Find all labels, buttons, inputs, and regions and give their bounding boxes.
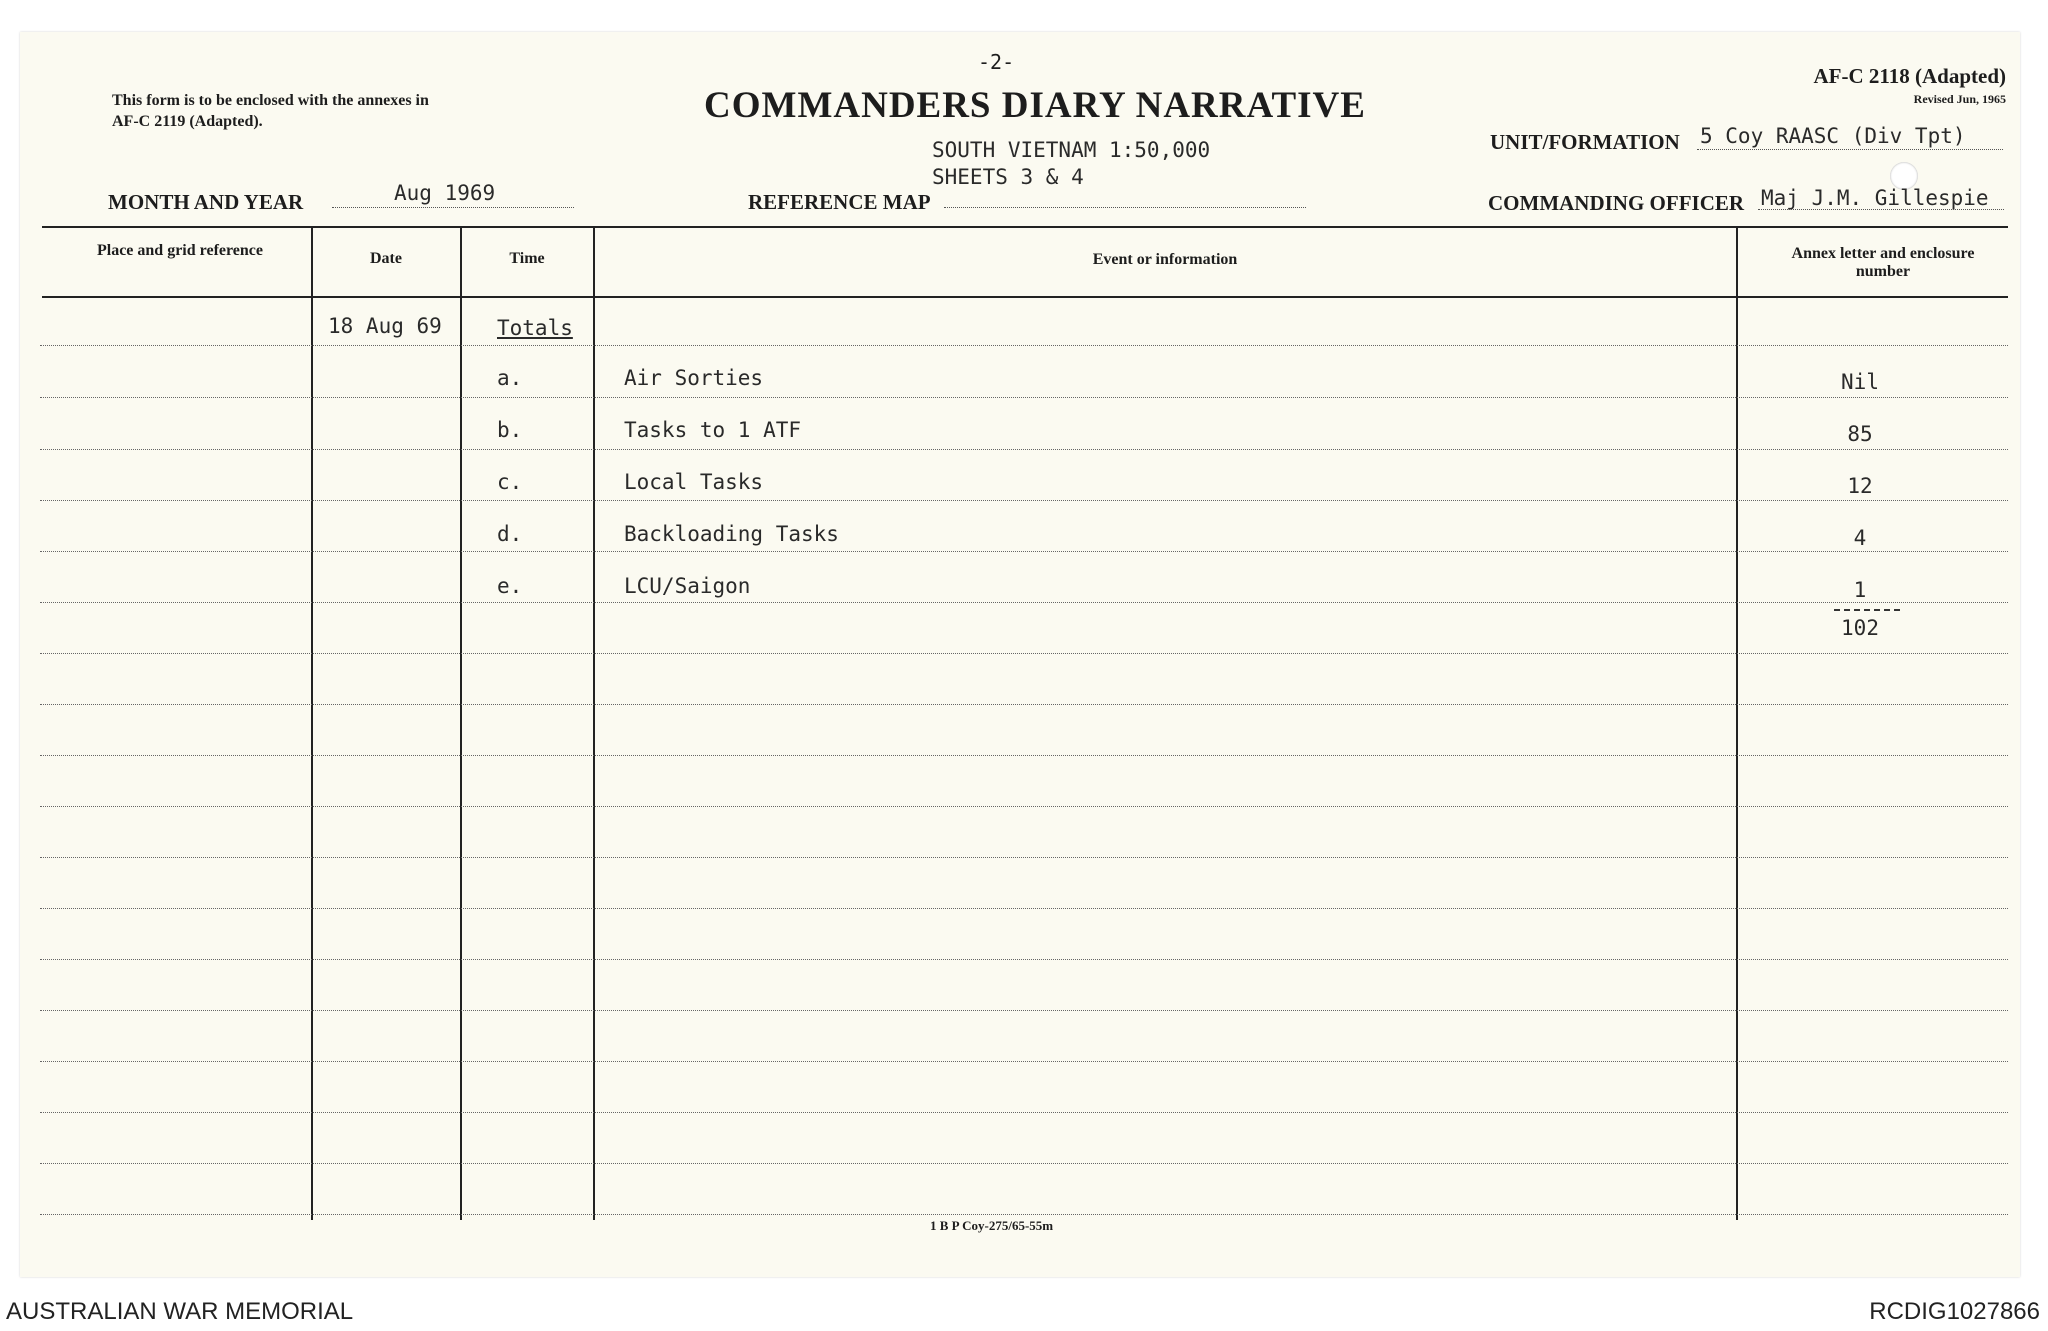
event-cell: Air Sorties [624, 366, 764, 390]
enclose-note: This form is to be enclosed with the annexes in AF-C 2119 (Adapted). [112, 92, 429, 130]
row-line [40, 449, 2008, 450]
column-divider-annex [1736, 226, 1738, 1220]
archive-id: RCDIG1027866 [1869, 1298, 2040, 1325]
month-year-label: MONTH AND YEAR [108, 190, 304, 214]
form-title: COMMANDERS DIARY NARRATIVE [704, 85, 1366, 126]
row-line [40, 551, 2008, 552]
annex-cell: 85 [1847, 422, 1873, 446]
row-line [40, 500, 2008, 501]
table-top-rule [42, 226, 2008, 228]
form-code: AF-C 2118 (Adapted) [1813, 64, 2006, 88]
date-cell: 18 Aug 69 [328, 314, 442, 338]
time-cell: c. [497, 470, 523, 494]
row-line [40, 653, 2008, 654]
unit-formation-value: 5 Coy RAASC (Div Tpt) [1700, 124, 1966, 148]
row-line [40, 704, 2008, 705]
print-code: 1 B P Coy-275/65-55m [930, 1218, 1054, 1233]
header-date: Date [370, 250, 402, 267]
event-cell: LCU/Saigon [624, 574, 751, 598]
row-line [40, 755, 2008, 756]
reference-map-value-1: SOUTH VIETNAM 1:50,000 [932, 138, 1211, 162]
reference-map-label: REFERENCE MAP [748, 190, 931, 214]
row-line [40, 806, 2008, 807]
time-cell: e. [497, 574, 523, 598]
reference-map-value-2: SHEETS 3 & 4 [932, 165, 1084, 189]
header-time: Time [509, 250, 545, 267]
commanding-officer-value: Maj J.M. Gillespie [1761, 186, 1989, 210]
row-line [40, 602, 2008, 603]
row-line [40, 1010, 2008, 1011]
row-line [40, 1163, 2008, 1164]
column-divider-time [460, 226, 462, 1220]
unit-formation-label: UNIT/FORMATION [1490, 130, 1680, 154]
annex-cell: 4 [1853, 526, 1867, 550]
event-cell: Backloading Tasks [624, 522, 839, 546]
diary-form-sheet [20, 32, 2020, 1277]
row-line [40, 1112, 2008, 1113]
row-line [40, 908, 2008, 909]
event-cell: Tasks to 1 ATF [624, 418, 802, 442]
row-line [40, 397, 2008, 398]
commanding-officer-label: COMMANDING OFFICER [1488, 191, 1745, 215]
column-divider-date [311, 226, 313, 1220]
commanding-officer-line [1758, 209, 2004, 210]
time-cell: a. [497, 366, 523, 390]
unit-formation-line [1697, 149, 2003, 150]
annex-cell: 1 [1853, 578, 1867, 602]
archive-label: AUSTRALIAN WAR MEMORIAL [6, 1298, 354, 1325]
time-cell: d. [497, 522, 523, 546]
month-year-value: Aug 1969 [394, 181, 496, 205]
column-divider-event [593, 226, 595, 1220]
month-year-line [332, 207, 574, 208]
event-cell: Local Tasks [624, 470, 764, 494]
row-line [40, 1214, 2008, 1215]
revised-date: Revised Jun, 1965 [1913, 92, 2006, 106]
header-event: Event or information [1092, 251, 1238, 268]
header-annex: Annex letter and enclosure number [1791, 245, 1975, 280]
header-place: Place and grid reference [96, 242, 264, 259]
page-number: -2- [978, 50, 1015, 74]
row-line [40, 959, 2008, 960]
table-header-rule [42, 296, 2008, 298]
reference-map-line [944, 207, 1306, 208]
row-line [40, 345, 2008, 346]
row-line [40, 1061, 2008, 1062]
annex-total-cell: 102 [1841, 616, 1879, 640]
row-line [40, 857, 2008, 858]
time-cell: Totals [497, 316, 573, 340]
time-cell: b. [497, 418, 523, 442]
annex-cell: Nil [1841, 370, 1879, 394]
annex-cell: 12 [1847, 474, 1873, 498]
sum-underline [1834, 609, 1900, 611]
